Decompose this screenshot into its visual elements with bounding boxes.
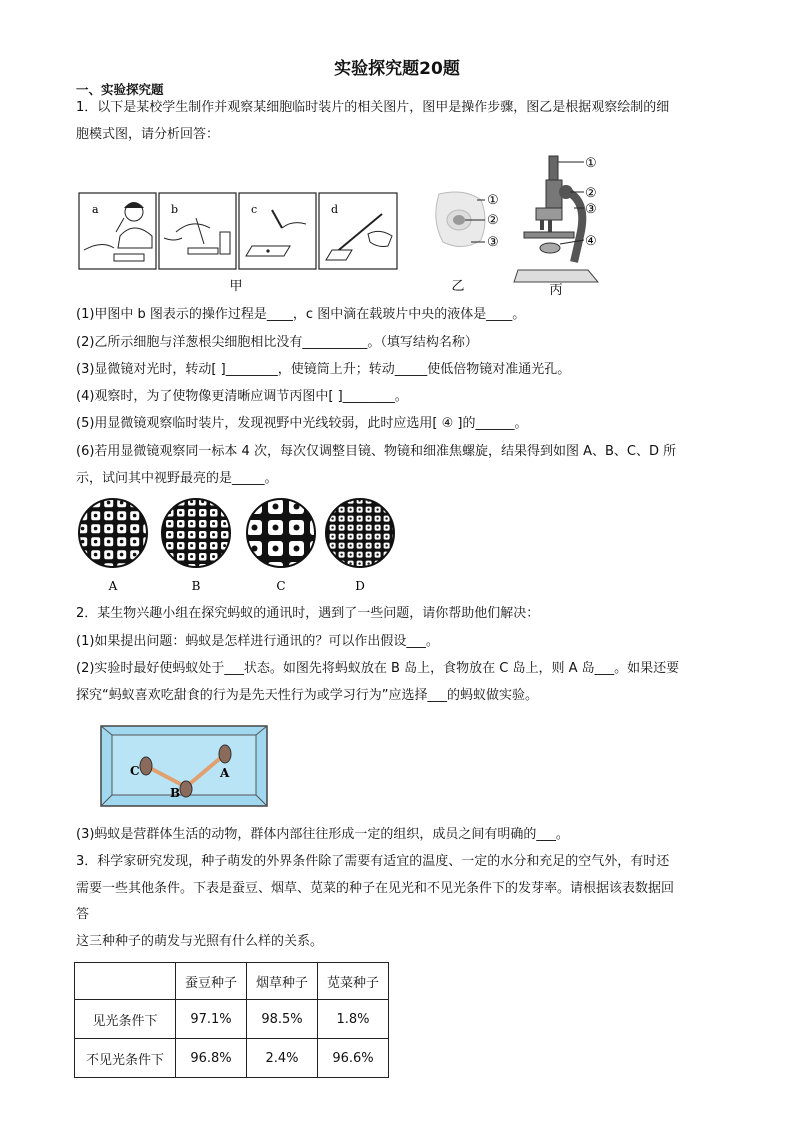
- view-d: [326, 499, 394, 593]
- island-label-a: A: [220, 766, 230, 780]
- table-header-cell: 蚕豆种子: [176, 963, 247, 1000]
- table-row: [75, 1039, 389, 1078]
- table-cell: 不见光条件下: [75, 1039, 176, 1078]
- table-cell: 2.4%: [247, 1039, 318, 1078]
- table-header-cell: 烟草种子: [247, 963, 318, 1000]
- q3-stem-line2: 需要一些其他条件。下表是蚕豆、烟草、苋菜的种子在见光和不见光条件下的发芽率。请根据该表数据回: [76, 881, 675, 896]
- view-label-c: C: [276, 579, 286, 593]
- island-label-b: B: [170, 786, 181, 800]
- figure-jia-steps: [76, 188, 402, 294]
- island-label-c: C: [130, 764, 140, 778]
- cell-mark-3: ③: [487, 235, 499, 250]
- figure-yi-label: 乙: [451, 279, 465, 294]
- cell-mark-1: ①: [487, 193, 499, 208]
- step-panel-c: [239, 193, 316, 269]
- table-cell: 96.8%: [176, 1039, 247, 1078]
- step-label-b: b: [171, 203, 179, 216]
- q1-sub2: (2)乙所示细胞与洋葱根尖细胞相比没有__________。（填写结构名称）: [76, 335, 478, 350]
- q1-stem-line1: 1．以下是某校学生制作并观察某细胞临时装片的相关图片，图甲是操作步骤，图乙是根据观察绘制的细: [76, 100, 670, 115]
- ant-island-diagram: [100, 725, 270, 809]
- scope-mark-4: ④: [585, 234, 597, 249]
- q1-sub6-line2: 示，试问其中视野最亮的是_____。: [76, 471, 278, 486]
- table-header-cell: 苋菜种子: [318, 963, 389, 1000]
- step-label-c: c: [251, 203, 258, 216]
- microscope-views-figure: [76, 496, 400, 596]
- q1-stem-line2: 胞模式图，请分析回答：: [76, 127, 220, 142]
- germination-table: [74, 962, 389, 1078]
- table-cell: 97.1%: [176, 1000, 247, 1039]
- figure-yi-cell: [425, 186, 517, 296]
- figure-bing-microscope: [512, 152, 608, 298]
- table-header-cell: [75, 963, 176, 1000]
- step-label-a: a: [92, 203, 99, 216]
- step-panel-a: [79, 193, 156, 269]
- scope-mark-1: ①: [585, 156, 597, 171]
- view-b: [162, 499, 230, 593]
- step-panel-b: [159, 193, 236, 269]
- table-cell: 1.8%: [318, 1000, 389, 1039]
- q2-sub3: (3)蚂蚁是营群体生活的动物，群体内部往往形成一定的组织，成员之间有明确的___。: [76, 827, 569, 842]
- cell-mark-2: ②: [487, 213, 499, 228]
- q1-sub5: (5)用显微镜观察临时装片，发现视野中光线较弱，此时应选用[ ④ ]的______。: [76, 416, 528, 431]
- section-heading: 一、实验探究题: [76, 82, 164, 97]
- step-label-d: d: [331, 203, 339, 216]
- scope-mark-2: ②: [585, 186, 597, 201]
- table-header-row: [75, 963, 389, 1000]
- scope-mark-3: ③: [585, 202, 597, 217]
- view-label-a: A: [108, 579, 118, 593]
- q3-question: 这三种种子的萌发与光照有什么样的关系。: [76, 934, 324, 949]
- figure-bing-label: 丙: [549, 283, 563, 298]
- page-title: 实验探究题20题: [334, 59, 460, 79]
- q3-stem-line1: 3．科学家研究发现，种子萌发的外界条件除了需要有适宜的温度、一定的水分和充足的空气外，有时还: [76, 854, 670, 869]
- q2-sub2-line1: (2)实验时最好使蚂蚁处于___状态。如图先将蚂蚁放在 B 岛上，食物放在 C 岛上，则 A 岛___。如果还要: [76, 661, 680, 676]
- q3-stem-line3: 答: [76, 907, 90, 922]
- view-label-d: D: [355, 579, 365, 593]
- table-cell: 98.5%: [247, 1000, 318, 1039]
- view-c: [247, 499, 315, 593]
- table-cell: 见光条件下: [75, 1000, 176, 1039]
- step-panel-d: [319, 193, 397, 269]
- figure-jia-label: 甲: [229, 279, 243, 294]
- table-row: [75, 1000, 389, 1039]
- q2-stem: 2．某生物兴趣小组在探究蚂蚁的通讯时，遇到了一些问题，请你帮助他们解决：: [76, 606, 540, 621]
- q2-sub2-line2: 探究“蚂蚁喜欢吃甜食的行为是先天性行为或学习行为”应选择___的蚂蚁做实验。: [76, 688, 538, 703]
- q1-sub6-line1: (6)若用显微镜观察同一标本 4 次，每次仅调整目镜、物镜和细准焦螺旋，结果得到如图 A、B、C、D 所: [76, 444, 677, 459]
- q1-sub4: (4)观察时，为了使物像更清晰应调节丙图中[ ]________。: [76, 389, 408, 404]
- view-label-b: B: [191, 579, 201, 593]
- table-cell: 96.6%: [318, 1039, 389, 1078]
- q1-sub1: (1)甲图中 b 图表示的操作过程是____，c 图中滴在载玻片中央的液体是____。: [76, 307, 526, 322]
- q2-sub1: (1)如果提出问题：蚂蚁是怎样进行通讯的？可以作出假设___。: [76, 634, 439, 649]
- q1-sub3: (3)显微镜对光时，转动[ ]________，使镜筒上升；转动_____使低倍物镜对准通光孔。: [76, 362, 571, 377]
- view-a: [79, 499, 147, 593]
